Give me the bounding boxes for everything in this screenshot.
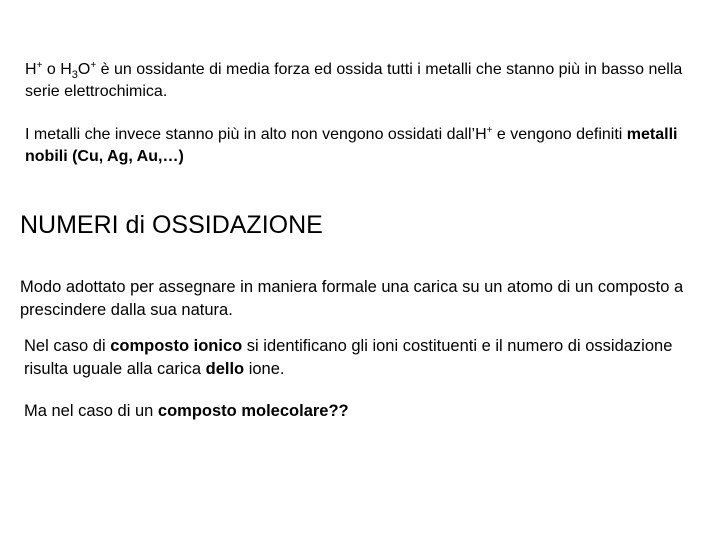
text-rest: è un ossidante di media forza ed ossida tutti i metalli che stanno più in basso nella serie elettrochimica.	[25, 61, 683, 100]
bold-ionic-compound: composto ionico	[110, 337, 243, 355]
text-part: e vengono definiti	[492, 126, 627, 143]
subscript-3: 3	[71, 69, 78, 81]
text-part: si identificano gli ioni costituenti e il numero di ossidazione risulta uguale alla carica	[24, 337, 673, 378]
text-o-h: o H	[42, 61, 72, 78]
paragraph-definition: Modo adottato per assegnare in maniera formale una carica su un atomo di un composto a prescindere dalla sua natura.	[20, 278, 684, 319]
bold-dello: dello	[205, 360, 245, 378]
superscript-plus: +	[36, 60, 43, 71]
superscript-plus: +	[486, 125, 493, 136]
paragraph-noble-metals	[25, 124, 705, 168]
paragraph-h-plus-oxidant	[25, 59, 705, 103]
bold-molecular-compound: composto molecolare??	[157, 402, 349, 420]
text-o: O	[77, 61, 91, 78]
section-heading: NUMERI di OSSIDAZIONE	[20, 211, 323, 239]
text-h: H	[25, 61, 37, 78]
text-part: Nel caso di	[24, 337, 111, 355]
text-part: ione.	[244, 360, 285, 378]
text-part: I metalli che invece stanno più in alto non vengono ossidati dall’H	[25, 126, 487, 143]
text-part: Ma nel caso di un	[24, 402, 158, 420]
paragraph-ionic-compound	[24, 335, 714, 381]
paragraph-molecular-compound	[24, 400, 714, 423]
bold-noble-metals: metalli nobili (Cu, Ag, Au,…)	[25, 126, 678, 165]
superscript-plus: +	[90, 60, 97, 71]
